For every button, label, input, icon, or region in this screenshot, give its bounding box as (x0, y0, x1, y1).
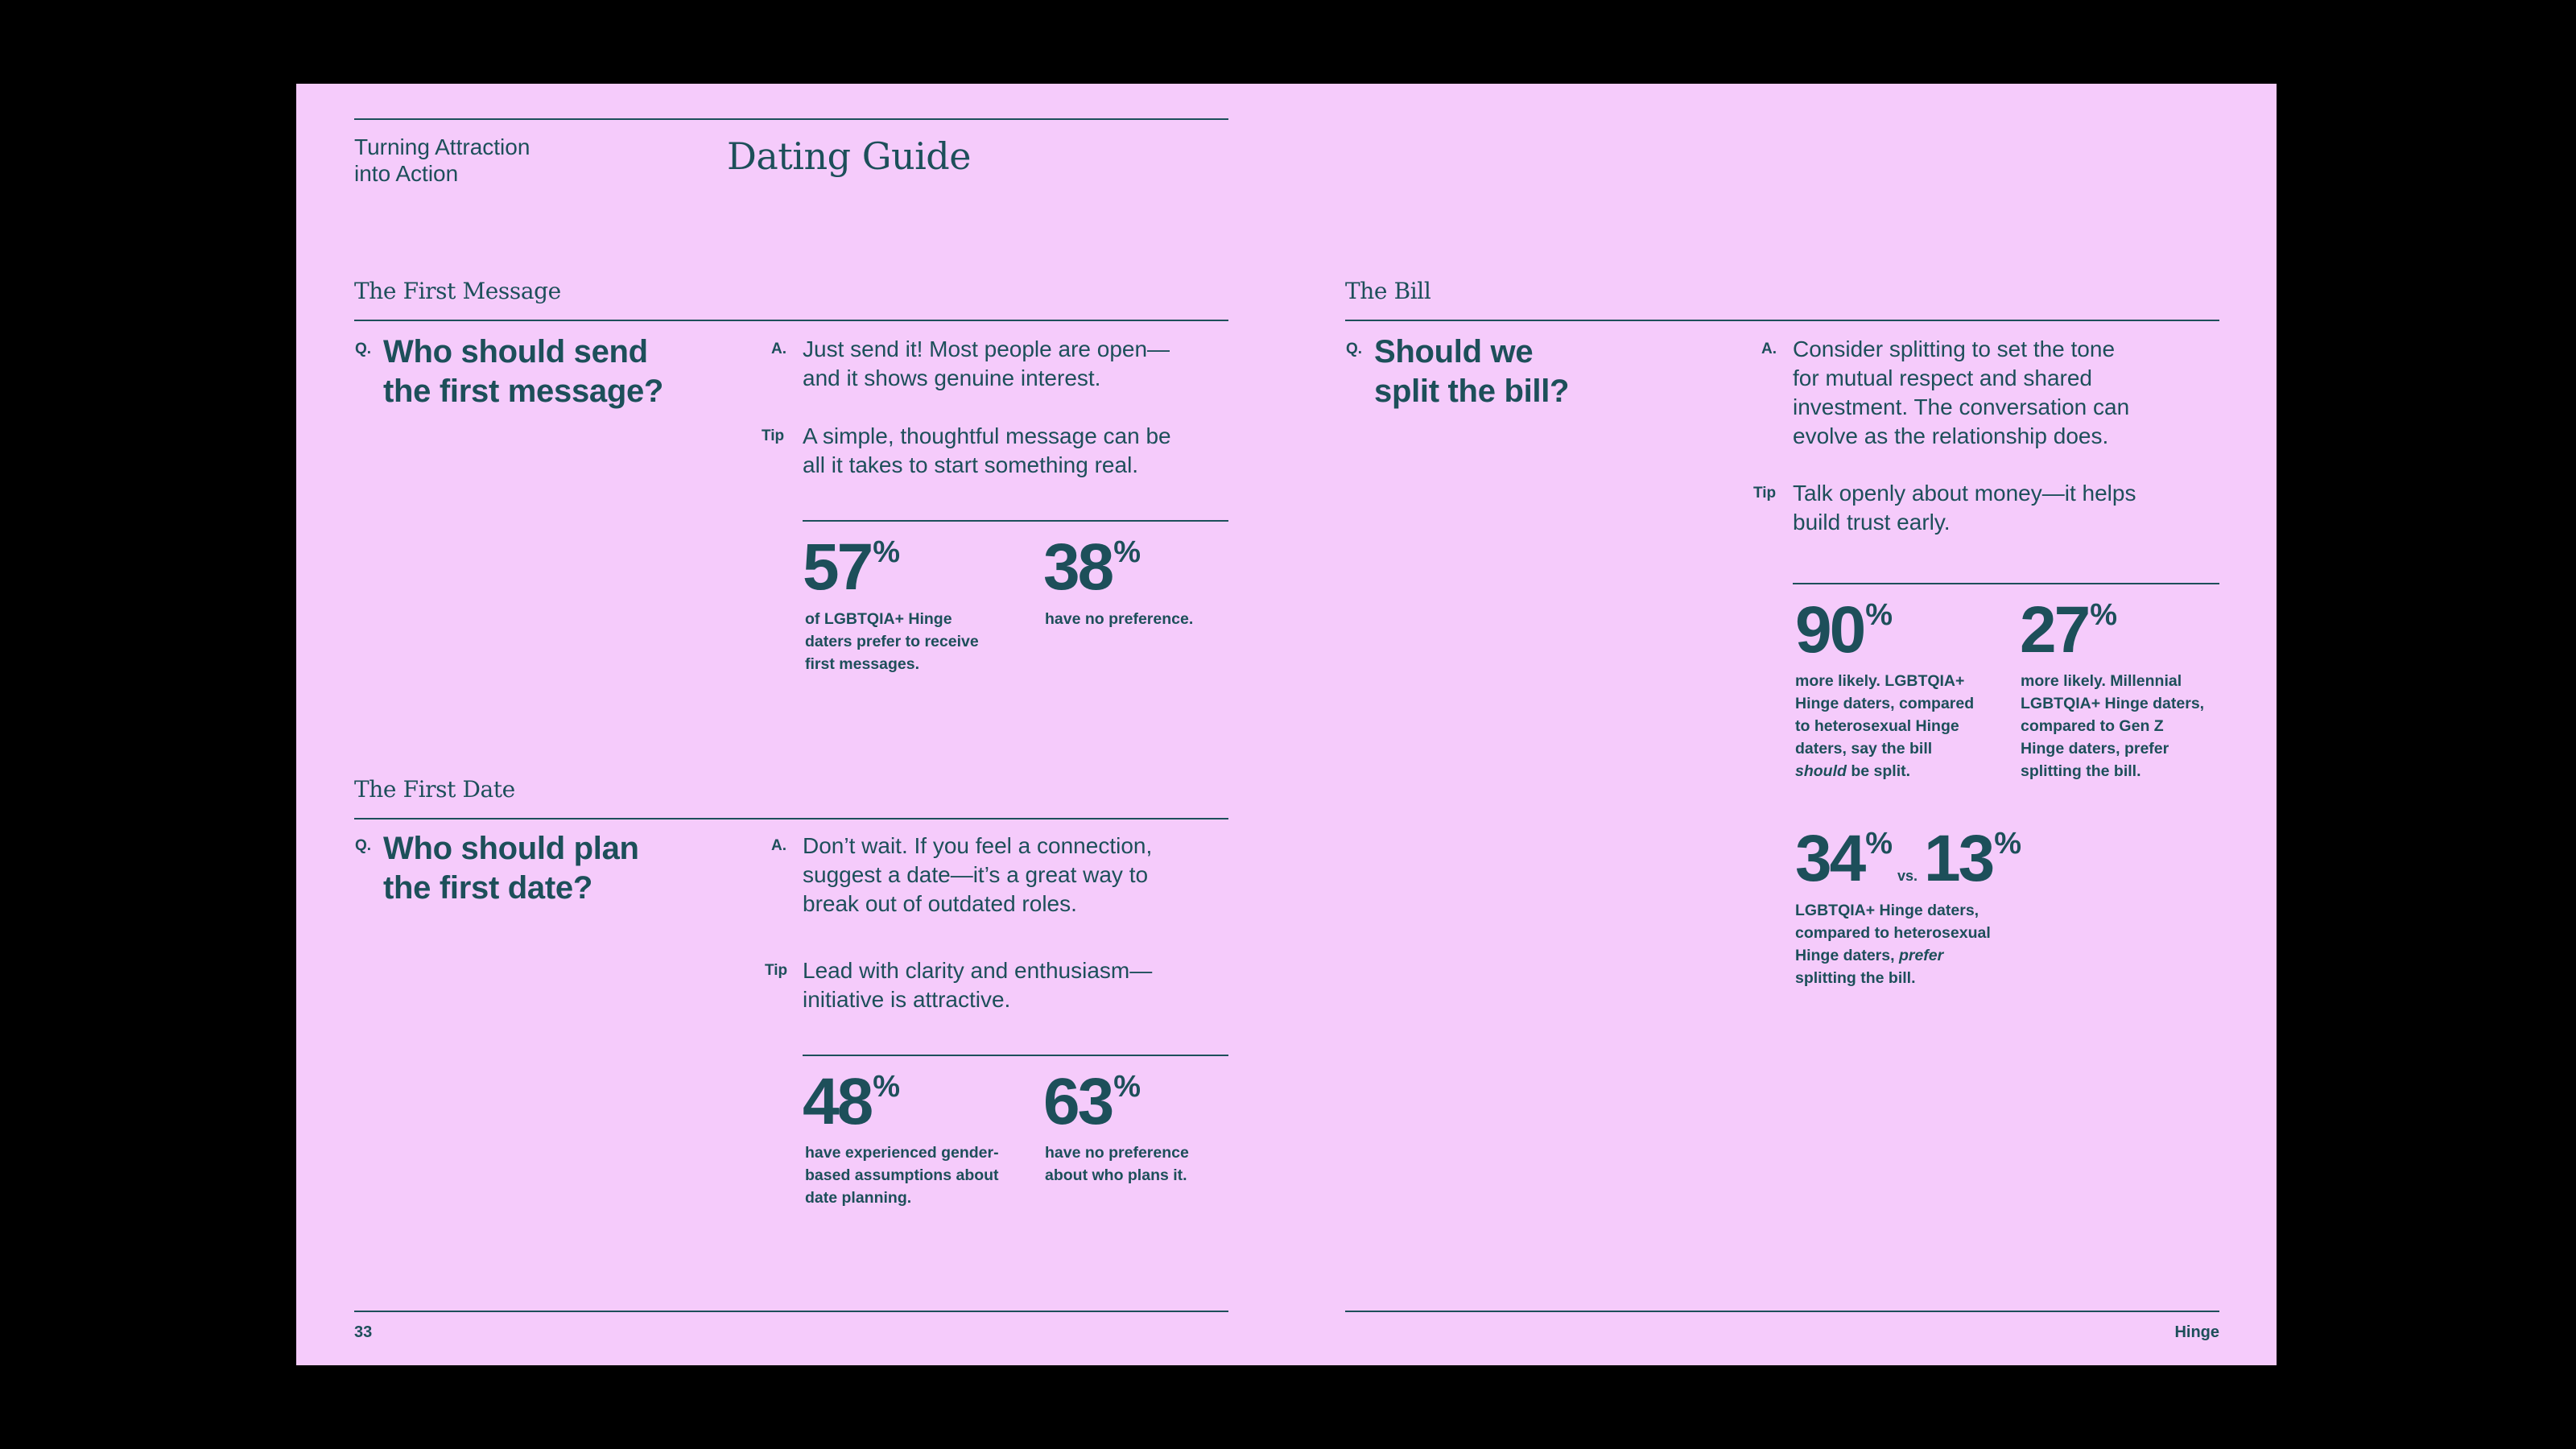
footer-rule-left (354, 1311, 1228, 1312)
page-title: Dating Guide (727, 134, 971, 178)
answer-bill: Consider splitting to set the tone for mutual respect and shared investment. The conversation can evolve as the relationship does. (1793, 336, 2130, 448)
stat-value: 90% (1795, 593, 1893, 667)
stat-value: 57% (803, 530, 901, 604)
section-rule-bill (1345, 320, 2219, 321)
tip-bill: Talk openly about money—it helps build trust early. (1793, 481, 2136, 535)
tip-first-message: A simple, thoughtful message can be all it takes to start something real. (803, 423, 1171, 477)
stat-value: 27% (2020, 593, 2118, 667)
answer-label: A. (1761, 341, 1777, 357)
compare-stat: 34%vs.13% (1795, 822, 2022, 895)
header-rule (354, 118, 1228, 120)
answer-first-message: Just send it! Most people are open— and it shows genuine interest. (803, 336, 1170, 390)
stat-caption: more likely. Millennial LGBTQIA+ Hinge daters, compared to Gen Z Hinge daters, prefer splitting the bill. (2021, 672, 2205, 780)
stat-caption: of LGBTQIA+ Hinge daters prefer to receive first messages. (805, 610, 979, 673)
page-number: 33 (354, 1323, 373, 1341)
brand-name: Hinge (2174, 1323, 2219, 1341)
tip-label: Tip (1753, 485, 1777, 502)
question-label: Q. (355, 837, 372, 854)
section-title-bill: The Bill (1345, 278, 1431, 304)
question-bill: Should we split the bill? (1374, 334, 1570, 409)
stat-value: 38% (1043, 530, 1141, 604)
compare-caption: LGBTQIA+ Hinge daters, compared to heterosexual Hinge daters, prefer splitting the bill. (1795, 902, 1991, 987)
section-title-first-date: The First Date (354, 776, 515, 803)
question-first-message: Who should send the first message? (383, 334, 664, 409)
section-rule-first-message (354, 320, 1228, 321)
answer-first-date: Don’t wait. If you feel a connection, suggest a date—it’s a great way to break out of outdated roles. (803, 833, 1153, 916)
stat-caption: have experienced gender- based assumptions about date planning. (805, 1144, 999, 1207)
stat-caption: have no preference. (1045, 610, 1194, 628)
tip-first-date: Lead with clarity and enthusiasm— initiative is attractive. (803, 958, 1153, 1012)
answer-label: A. (771, 837, 786, 854)
answer-label: A. (771, 341, 786, 357)
stats-rule (1793, 583, 2219, 584)
stat-caption: more likely. LGBTQIA+ Hinge daters, compared to heterosexual Hinge daters, say the bill should be split. (1795, 672, 1975, 780)
tip-label: Tip (762, 427, 785, 444)
tip-label: Tip (765, 962, 788, 979)
guide-page (296, 84, 2277, 1365)
section-rule-first-date (354, 818, 1228, 819)
question-label: Q. (1346, 341, 1363, 357)
stats-rule (803, 1055, 1228, 1056)
question-first-date: Who should plan the first date? (383, 831, 639, 906)
header-subtitle: Turning Attraction into Action (354, 134, 530, 186)
stat-value: 63% (1043, 1065, 1141, 1138)
footer-rule-right (1345, 1311, 2219, 1312)
question-label: Q. (355, 341, 372, 357)
stat-caption: have no preference about who plans it. (1045, 1144, 1189, 1184)
stats-rule (803, 520, 1228, 522)
section-title-first-message: The First Message (354, 278, 561, 304)
stat-value: 48% (803, 1065, 901, 1138)
